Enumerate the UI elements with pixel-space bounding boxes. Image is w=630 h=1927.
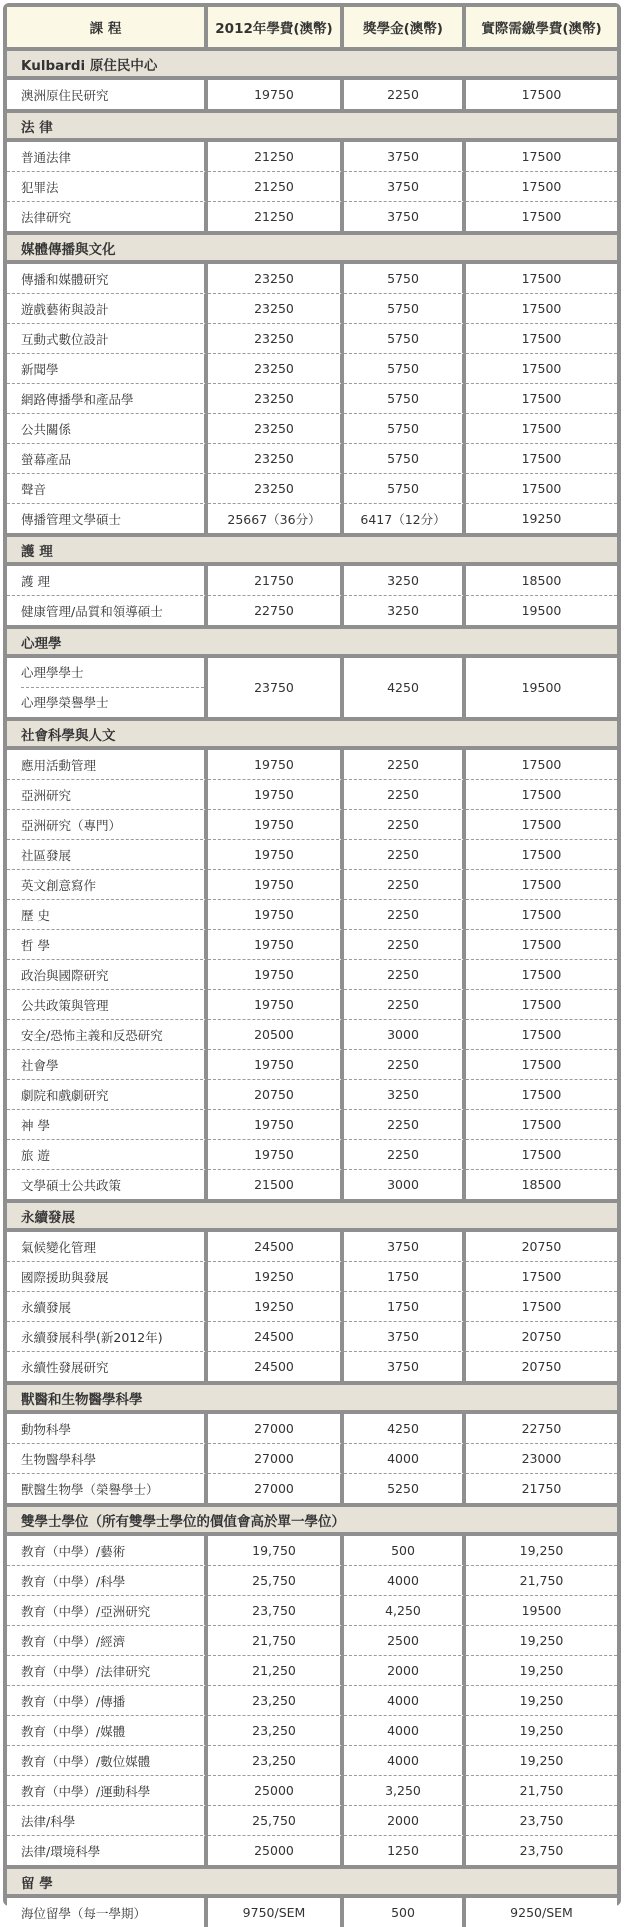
actual-fee-cell: 21750: [466, 1474, 617, 1507]
actual-fee-cell: 17500: [466, 750, 617, 780]
scholarship-cell: 500: [344, 1898, 466, 1927]
actual-fee-cell: 23,750: [466, 1806, 617, 1836]
actual-fee-cell: 19,250: [466, 1686, 617, 1716]
actual-fee-cell: 23,750: [466, 1836, 617, 1869]
fee-cell: 23250: [208, 324, 344, 354]
course-name-line: 心理學榮譽學士: [21, 695, 109, 710]
fee-cell: 22750: [208, 596, 344, 629]
actual-fee-cell: 19,250: [466, 1656, 617, 1686]
scholarship-cell: 4000: [344, 1444, 466, 1474]
scholarship-cell: 3250: [344, 1080, 466, 1110]
table-row: [7, 1140, 617, 1170]
course-name: 傳播管理文學碩士: [7, 504, 208, 537]
fee-cell: 19750: [208, 810, 344, 840]
table-row: [7, 1806, 617, 1836]
actual-fee-cell: 17500: [466, 202, 617, 235]
scholarship-cell: 2000: [344, 1806, 466, 1836]
table-row: [7, 474, 617, 504]
course-name: 應用活動管理: [7, 750, 208, 780]
actual-fee-cell: 17500: [466, 294, 617, 324]
scholarship-cell: 2250: [344, 80, 466, 113]
fee-cell: 23250: [208, 444, 344, 474]
course-name: 文學碩士公共政策: [7, 1170, 208, 1203]
table-row: [7, 658, 617, 721]
scholarship-cell: 2250: [344, 840, 466, 870]
fee-cell: 25,750: [208, 1566, 344, 1596]
table-row: [7, 1322, 617, 1352]
fee-cell: 23250: [208, 414, 344, 444]
course-name: 亞洲研究: [7, 780, 208, 810]
course-name: 教育（中學）/媒體: [7, 1716, 208, 1746]
course-name: 教育（中學）/法律研究: [7, 1656, 208, 1686]
scholarship-cell: 2250: [344, 990, 466, 1020]
actual-fee-cell: 21,750: [466, 1566, 617, 1596]
course-name: 教育（中學）/運動科學: [7, 1776, 208, 1806]
course-name: 法律/科學: [7, 1806, 208, 1836]
course-name: 英文創意寫作: [7, 870, 208, 900]
fee-cell: 19750: [208, 900, 344, 930]
table-row: [7, 504, 617, 537]
actual-fee-cell: 17500: [466, 354, 617, 384]
fee-cell: 25667（36分）: [208, 504, 344, 537]
actual-fee-cell: 22750: [466, 1414, 617, 1444]
course-name: 教育（中學）/科學: [7, 1566, 208, 1596]
fee-cell: 19750: [208, 930, 344, 960]
scholarship-cell: 4000: [344, 1686, 466, 1716]
section-header: [7, 1507, 617, 1536]
table-row: [7, 930, 617, 960]
fee-cell: 25000: [208, 1836, 344, 1869]
scholarship-cell: 500: [344, 1536, 466, 1566]
fee-cell: 19750: [208, 870, 344, 900]
header-course: 課 程: [7, 7, 208, 51]
course-name: 獸醫生物學（榮譽學士）: [7, 1474, 208, 1507]
course-name: 動物科學: [7, 1414, 208, 1444]
scholarship-cell: 5250: [344, 1474, 466, 1507]
table-row: [7, 1836, 617, 1869]
scholarship-cell: 2000: [344, 1656, 466, 1686]
actual-fee-cell: 19250: [466, 504, 617, 537]
course-name: 哲 學: [7, 930, 208, 960]
table-row: [7, 840, 617, 870]
actual-fee-cell: 18500: [466, 1170, 617, 1203]
table-body: [7, 51, 617, 1927]
scholarship-cell: 2250: [344, 780, 466, 810]
course-name: 神 學: [7, 1110, 208, 1140]
scholarship-cell: 5750: [344, 324, 466, 354]
actual-fee-cell: 17500: [466, 414, 617, 444]
table-row: [7, 1776, 617, 1806]
actual-fee-cell: 17500: [466, 1292, 617, 1322]
table-row: [7, 810, 617, 840]
scholarship-cell: 3750: [344, 172, 466, 202]
section-title: 社會科學與人文: [7, 721, 617, 750]
actual-fee-cell: 17500: [466, 142, 617, 172]
scholarship-cell: 4250: [344, 1414, 466, 1444]
fee-cell: 21,250: [208, 1656, 344, 1686]
section-title: 雙學士學位（所有雙學士學位的價值會高於單一學位）: [7, 1507, 617, 1536]
table-row: [7, 1170, 617, 1203]
table-row: [7, 1536, 617, 1566]
table-row: [7, 1656, 617, 1686]
scholarship-cell: 4000: [344, 1566, 466, 1596]
section-title: 媒體傳播與文化: [7, 235, 617, 264]
course-name: 旅 遊: [7, 1140, 208, 1170]
actual-fee-cell: 17500: [466, 1080, 617, 1110]
section-header: [7, 1203, 617, 1232]
course-name: 劇院和戲劇研究: [7, 1080, 208, 1110]
course-name: 聲音: [7, 474, 208, 504]
course-name: 互動式數位設計: [7, 324, 208, 354]
fee-cell: 23250: [208, 384, 344, 414]
course-name: 護 理: [7, 566, 208, 596]
course-name: 國際援助與發展: [7, 1262, 208, 1292]
section-title: 法 律: [7, 113, 617, 142]
fee-cell: 21250: [208, 142, 344, 172]
actual-fee-cell: 17500: [466, 324, 617, 354]
scholarship-cell: 4000: [344, 1746, 466, 1776]
course-name: 永續發展: [7, 1292, 208, 1322]
actual-fee-cell: 17500: [466, 840, 617, 870]
table-row: [7, 1050, 617, 1080]
course-name: 社會學: [7, 1050, 208, 1080]
scholarship-cell: 5750: [344, 294, 466, 324]
fee-cell: 19750: [208, 990, 344, 1020]
table-row: [7, 202, 617, 235]
course-name: 普通法律: [7, 142, 208, 172]
course-name: 永續發展科學(新2012年): [7, 1322, 208, 1352]
scholarship-cell: 2250: [344, 870, 466, 900]
section-header: [7, 1385, 617, 1414]
fee-cell: 24500: [208, 1322, 344, 1352]
table-row: [7, 1444, 617, 1474]
scholarship-cell: 2250: [344, 750, 466, 780]
fee-cell: 27000: [208, 1474, 344, 1507]
actual-fee-cell: 17500: [466, 444, 617, 474]
table-header: [7, 7, 617, 51]
table-row: [7, 1626, 617, 1656]
scholarship-cell: 3750: [344, 142, 466, 172]
scholarship-cell: 2250: [344, 1050, 466, 1080]
table-row: [7, 142, 617, 172]
fee-table: [7, 7, 617, 1927]
actual-fee-cell: 17500: [466, 264, 617, 294]
scholarship-cell: 4000: [344, 1716, 466, 1746]
course-name: 公共政策與管理: [7, 990, 208, 1020]
course-name: 教育（中學）/藝術: [7, 1536, 208, 1566]
actual-fee-cell: 17500: [466, 990, 617, 1020]
course-name: [7, 658, 208, 721]
fee-cell: 19750: [208, 80, 344, 113]
scholarship-cell: 3,250: [344, 1776, 466, 1806]
scholarship-cell: 5750: [344, 264, 466, 294]
table-row: [7, 1292, 617, 1322]
section-header: [7, 721, 617, 750]
table-row: [7, 1020, 617, 1050]
fee-cell: 27000: [208, 1414, 344, 1444]
course-name: 公共關係: [7, 414, 208, 444]
actual-fee-cell: 18500: [466, 566, 617, 596]
course-name: 螢幕產品: [7, 444, 208, 474]
fee-cell: 23,250: [208, 1716, 344, 1746]
fee-cell: 21250: [208, 202, 344, 235]
course-name: 教育（中學）/亞洲研究: [7, 1596, 208, 1626]
table-row: [7, 1716, 617, 1746]
table-row: [7, 960, 617, 990]
actual-fee-cell: 17500: [466, 1050, 617, 1080]
scholarship-cell: 2250: [344, 930, 466, 960]
fee-cell: 23,250: [208, 1746, 344, 1776]
scholarship-cell: 3750: [344, 1322, 466, 1352]
fee-cell: 24500: [208, 1352, 344, 1385]
fee-cell: 21,750: [208, 1626, 344, 1656]
course-name: 犯罪法: [7, 172, 208, 202]
fee-cell: 19,750: [208, 1536, 344, 1566]
fee-cell: 23750: [208, 658, 344, 721]
table-row: [7, 80, 617, 113]
actual-fee-cell: 17500: [466, 474, 617, 504]
scholarship-cell: 4250: [344, 658, 466, 721]
actual-fee-cell: 17500: [466, 930, 617, 960]
section-header: [7, 1869, 617, 1898]
header-fee-2012: 2012年學費(澳幣): [208, 7, 344, 51]
section-title: 心理學: [7, 629, 617, 658]
table-row: [7, 264, 617, 294]
table-row: [7, 324, 617, 354]
scholarship-cell: 3250: [344, 596, 466, 629]
scholarship-cell: 5750: [344, 354, 466, 384]
fee-cell: 23,250: [208, 1686, 344, 1716]
header-actual-fee: 實際需繳學費(澳幣): [466, 7, 617, 51]
actual-fee-cell: 17500: [466, 80, 617, 113]
table-row: [7, 1232, 617, 1262]
course-name: 永續性發展研究: [7, 1352, 208, 1385]
scholarship-cell: 5750: [344, 444, 466, 474]
table-row: [7, 1110, 617, 1140]
fee-cell: 21250: [208, 172, 344, 202]
table-row: [7, 1898, 617, 1927]
course-name: 海位留學（每一學期）: [7, 1898, 208, 1927]
fee-cell: 19750: [208, 1110, 344, 1140]
table-row: [7, 172, 617, 202]
scholarship-cell: 2250: [344, 900, 466, 930]
header-scholarship: 獎學金(澳幣): [344, 7, 466, 51]
actual-fee-cell: 20750: [466, 1322, 617, 1352]
section-header: [7, 235, 617, 264]
course-name: 教育（中學）/傳播: [7, 1686, 208, 1716]
actual-fee-cell: 17500: [466, 870, 617, 900]
actual-fee-cell: 19500: [466, 596, 617, 629]
table-row: [7, 1352, 617, 1385]
scholarship-cell: 1750: [344, 1292, 466, 1322]
table-row: [7, 1474, 617, 1507]
scholarship-cell: 3750: [344, 1232, 466, 1262]
fee-cell: 19750: [208, 750, 344, 780]
course-name: 教育（中學）/經濟: [7, 1626, 208, 1656]
actual-fee-cell: 20750: [466, 1352, 617, 1385]
table-row: [7, 1262, 617, 1292]
fee-cell: 21500: [208, 1170, 344, 1203]
section-title: Kulbardi 原住民中心: [7, 51, 617, 80]
table-row: [7, 1414, 617, 1444]
table-row: [7, 990, 617, 1020]
scholarship-cell: 1750: [344, 1262, 466, 1292]
fee-cell: 24500: [208, 1232, 344, 1262]
scholarship-cell: 3250: [344, 566, 466, 596]
table-row: [7, 1746, 617, 1776]
scholarship-cell: 5750: [344, 384, 466, 414]
course-name: 政治與國際研究: [7, 960, 208, 990]
scholarship-cell: 5750: [344, 414, 466, 444]
table-row: [7, 900, 617, 930]
course-name: 健康管理/品質和領導碩士: [7, 596, 208, 629]
table-row: [7, 354, 617, 384]
course-name: 法律/環境科學: [7, 1836, 208, 1869]
fee-cell: 27000: [208, 1444, 344, 1474]
fee-cell: 19750: [208, 960, 344, 990]
scholarship-cell: 1250: [344, 1836, 466, 1869]
actual-fee-cell: 19500: [466, 658, 617, 721]
course-name: 澳洲原住民研究: [7, 80, 208, 113]
scholarship-cell: 2500: [344, 1626, 466, 1656]
course-name: 亞洲研究（專門）: [7, 810, 208, 840]
scholarship-cell: 3750: [344, 1352, 466, 1385]
actual-fee-cell: 17500: [466, 810, 617, 840]
scholarship-cell: 2250: [344, 1140, 466, 1170]
fee-cell: 19750: [208, 1140, 344, 1170]
section-header: [7, 537, 617, 566]
course-name: 社區發展: [7, 840, 208, 870]
scholarship-cell: 4,250: [344, 1596, 466, 1626]
fee-cell: 23250: [208, 354, 344, 384]
actual-fee-cell: 19,250: [466, 1716, 617, 1746]
section-title: 永續發展: [7, 1203, 617, 1232]
actual-fee-cell: 19,250: [466, 1746, 617, 1776]
course-name: 教育（中學）/數位媒體: [7, 1746, 208, 1776]
scholarship-cell: 2250: [344, 810, 466, 840]
actual-fee-cell: 19,250: [466, 1536, 617, 1566]
fee-cell: 23250: [208, 264, 344, 294]
actual-fee-cell: 9250/SEM: [466, 1898, 617, 1927]
actual-fee-cell: 17500: [466, 1110, 617, 1140]
table-row: [7, 870, 617, 900]
section-header: [7, 629, 617, 658]
actual-fee-cell: 17500: [466, 1020, 617, 1050]
actual-fee-cell: 19500: [466, 1596, 617, 1626]
table-row: [7, 384, 617, 414]
scholarship-cell: 6417（12分）: [344, 504, 466, 537]
table-row: [7, 414, 617, 444]
fee-cell: 19250: [208, 1292, 344, 1322]
actual-fee-cell: 17500: [466, 384, 617, 414]
actual-fee-cell: 17500: [466, 960, 617, 990]
actual-fee-cell: 17500: [466, 1262, 617, 1292]
actual-fee-cell: 19,250: [466, 1626, 617, 1656]
table-row: [7, 444, 617, 474]
course-name: 網路傳播學和產品學: [7, 384, 208, 414]
table-row: [7, 294, 617, 324]
table-row: [7, 1566, 617, 1596]
scholarship-cell: 3000: [344, 1020, 466, 1050]
section-header: [7, 113, 617, 142]
fee-table-frame: [3, 3, 621, 1921]
fee-cell: 19250: [208, 1262, 344, 1292]
fee-cell: 20750: [208, 1080, 344, 1110]
actual-fee-cell: 17500: [466, 780, 617, 810]
course-name: 傳播和媒體研究: [7, 264, 208, 294]
course-name: 歷 史: [7, 900, 208, 930]
fee-cell: 9750/SEM: [208, 1898, 344, 1927]
scholarship-cell: 2250: [344, 960, 466, 990]
actual-fee-cell: 20750: [466, 1232, 617, 1262]
table-row: [7, 1686, 617, 1716]
fee-cell: 23250: [208, 294, 344, 324]
fee-cell: 19750: [208, 780, 344, 810]
fee-cell: 20500: [208, 1020, 344, 1050]
table-row: [7, 750, 617, 780]
section-title: 護 理: [7, 537, 617, 566]
course-name: 氣候變化管理: [7, 1232, 208, 1262]
section-title: 獸醫和生物醫學科學: [7, 1385, 617, 1414]
fee-cell: 25000: [208, 1776, 344, 1806]
table-row: [7, 1080, 617, 1110]
course-name: 安全/恐怖主義和反恐研究: [7, 1020, 208, 1050]
fee-cell: 23,750: [208, 1596, 344, 1626]
actual-fee-cell: 21,750: [466, 1776, 617, 1806]
course-name: 法律研究: [7, 202, 208, 235]
actual-fee-cell: 17500: [466, 900, 617, 930]
scholarship-cell: 3000: [344, 1170, 466, 1203]
table-row: [7, 566, 617, 596]
scholarship-cell: 3750: [344, 202, 466, 235]
scholarship-cell: 5750: [344, 474, 466, 504]
table-row: [7, 780, 617, 810]
actual-fee-cell: 17500: [466, 1140, 617, 1170]
course-name-line: 心理學學士: [21, 658, 204, 688]
fee-cell: 23250: [208, 474, 344, 504]
table-row: [7, 596, 617, 629]
section-header: [7, 51, 617, 80]
table-row: [7, 1596, 617, 1626]
fee-cell: 19750: [208, 840, 344, 870]
course-name: 新聞學: [7, 354, 208, 384]
actual-fee-cell: 23000: [466, 1444, 617, 1474]
actual-fee-cell: 17500: [466, 172, 617, 202]
section-title: 留 學: [7, 1869, 617, 1898]
course-name: 生物醫學科學: [7, 1444, 208, 1474]
course-name: 遊戲藝術與設計: [7, 294, 208, 324]
fee-cell: 21750: [208, 566, 344, 596]
scholarship-cell: 2250: [344, 1110, 466, 1140]
fee-cell: 19750: [208, 1050, 344, 1080]
fee-cell: 25,750: [208, 1806, 344, 1836]
